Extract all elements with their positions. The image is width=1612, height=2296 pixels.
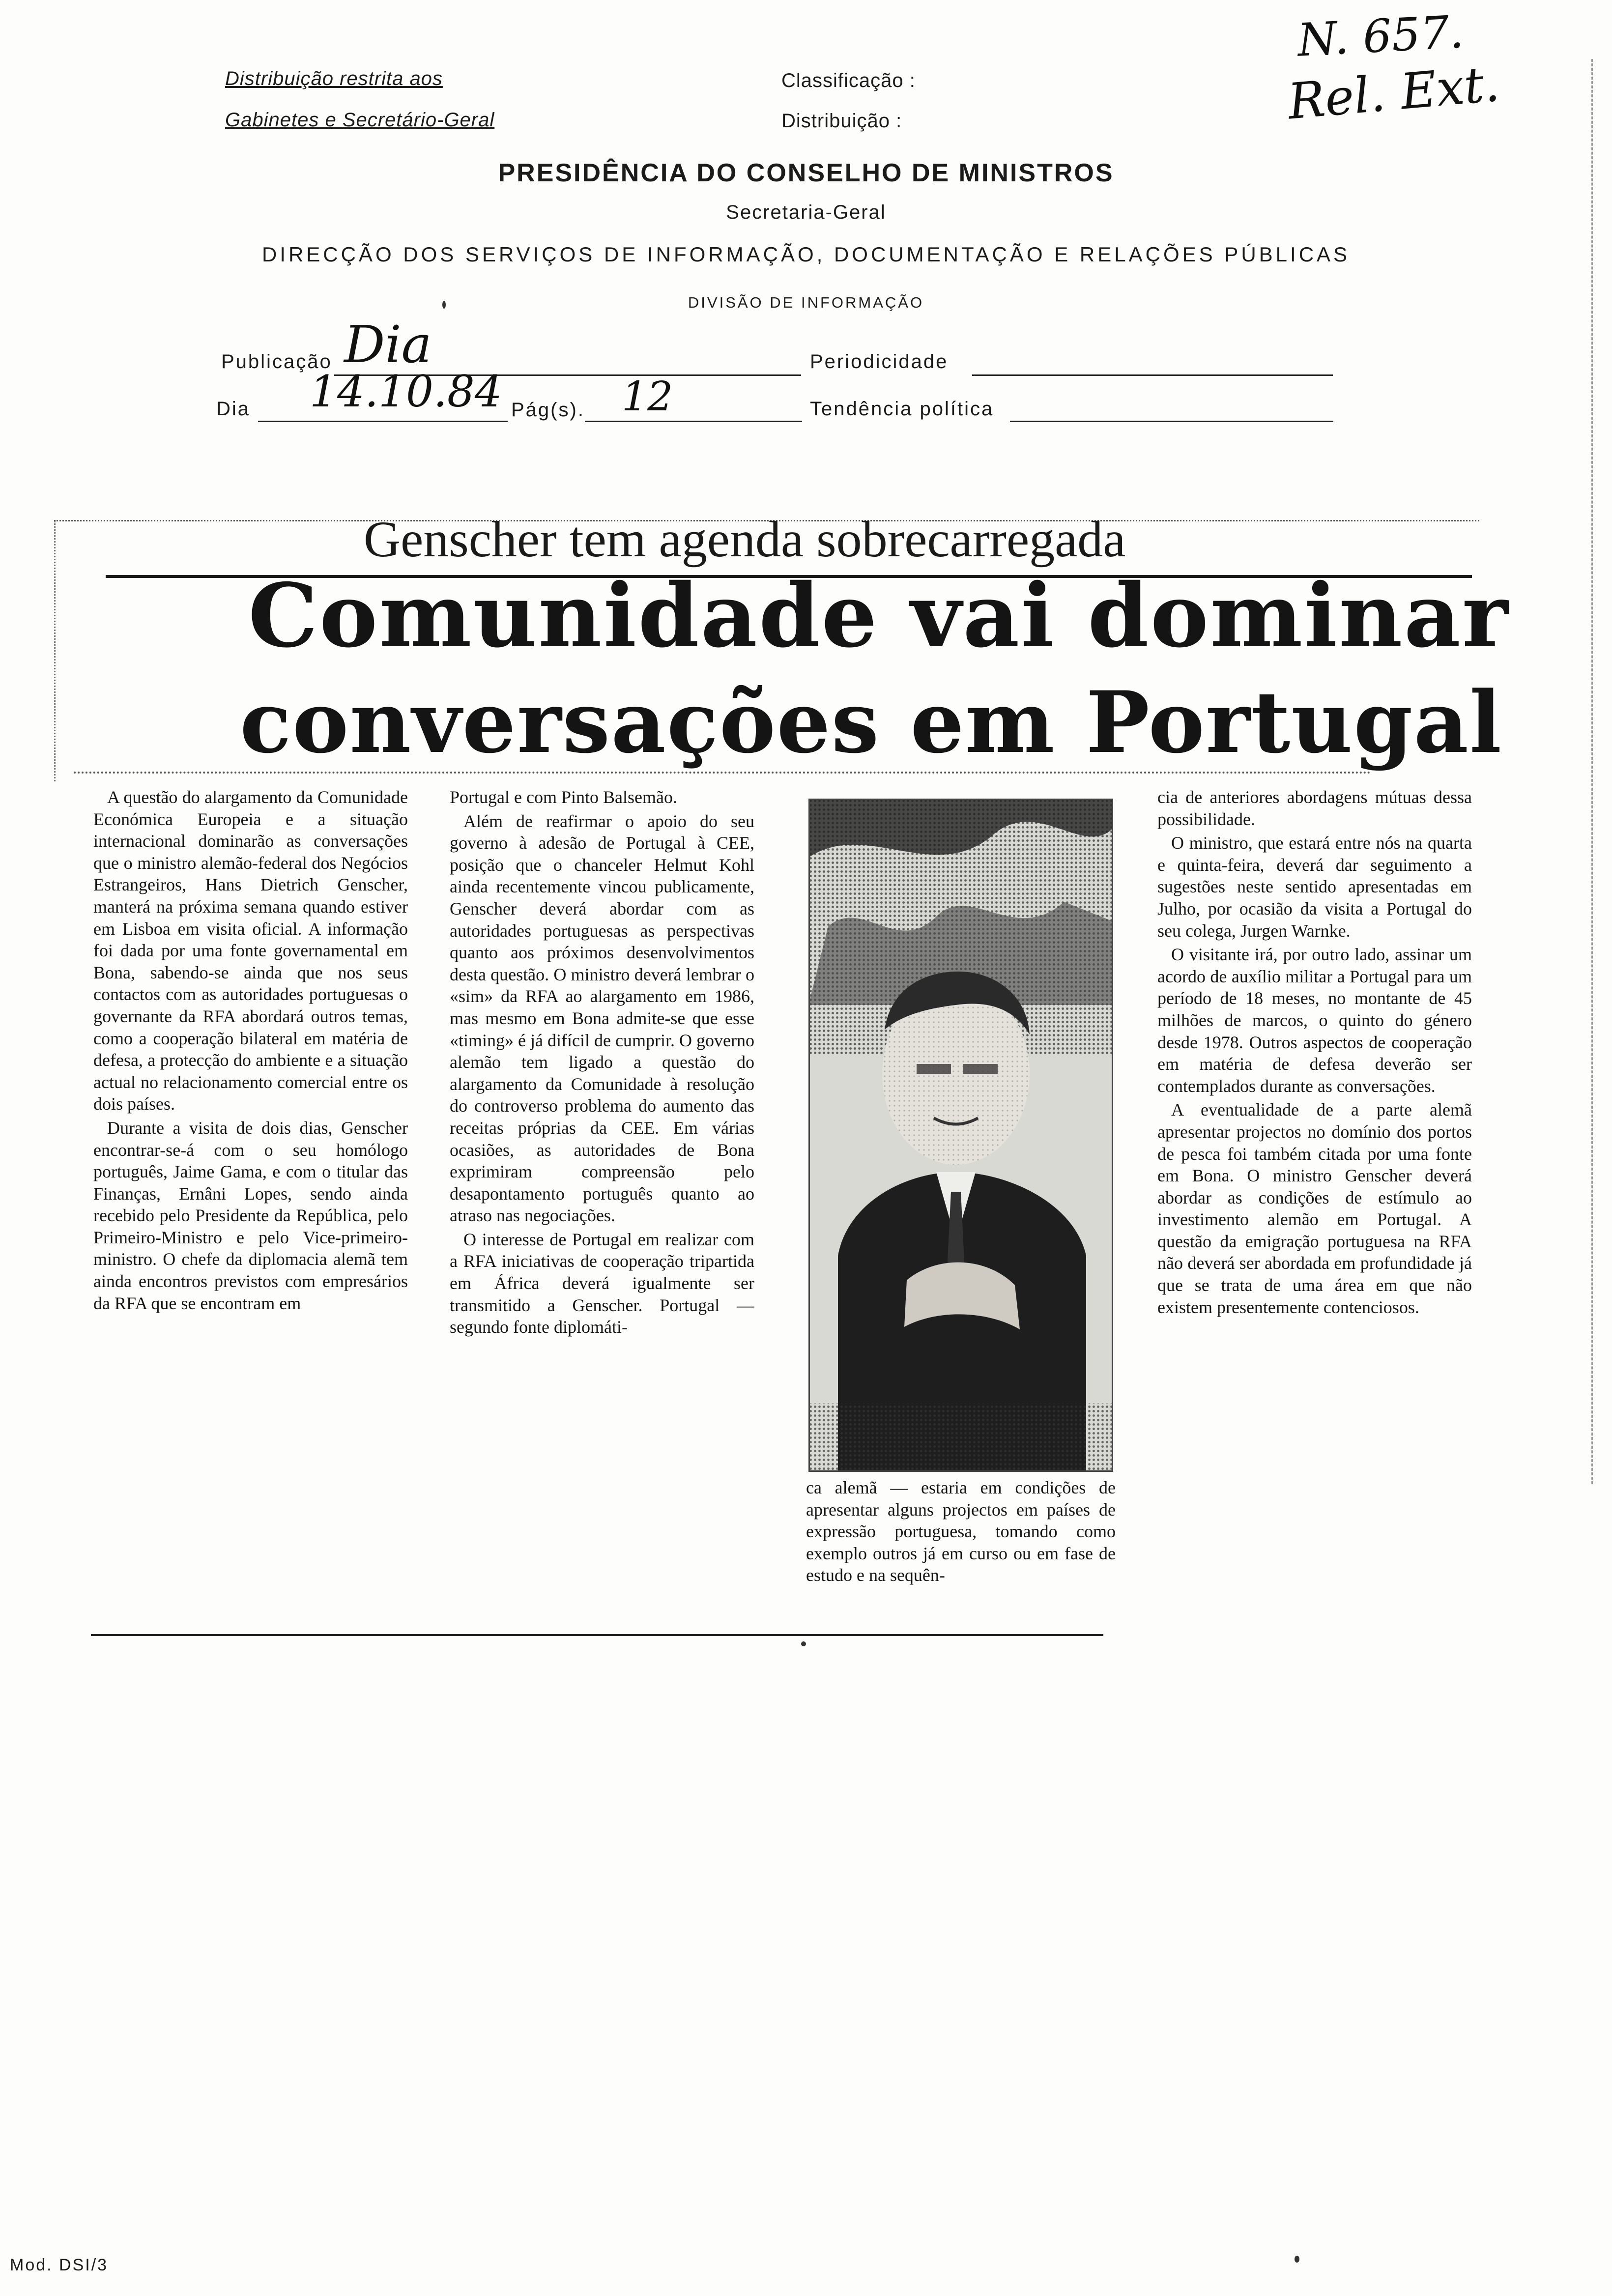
article-paragraph: cia de anteriores abordagens mútuas dessa possibilidade. [1157,787,1472,829]
punch-edge-marks [1591,59,1593,1484]
article-column-3 [806,1477,1116,1629]
pags-value: 12 [622,373,673,420]
article-paragraph: O interesse de Portugal em realizar com a RFA iniciativas de cooperação tripartida em África deverá igualmente ser transmitido a Genscher. Portugal — segundo fonte diplomáti- [450,1229,754,1337]
headline-underline [74,772,1371,774]
article-paragraph: O visitante irá, por outro lado, assinar um acordo de auxílio militar a Portugal para um período de 18 meses, no montante de 45 milhões de marcos, o quinto do género desde 1978. Outros aspectos de cooperação em matéria de defesa deverão ser contemplados durante as conversações. [1157,945,1472,1096]
article-paragraph: Portugal e com Pinto Balsemão. [450,787,677,807]
article-paragraph: O ministro, que estará entre nós na quarta e quinta-feira, deverá dar seguimento a sugestões neste sentido apresentadas em Julho, por ocasião da visita a Portugal do seu colega, Jurgen Warnke. [1157,833,1472,941]
genscher-photo [808,799,1113,1472]
dia-label: Dia [216,398,251,420]
periodicidade-underline [972,374,1333,376]
article-kicker: Genscher tem agenda sobrecarregada [364,511,1126,568]
article-headline-line-1: Comunidade vai dominar [248,564,1510,667]
publicacao-label: Publicação [221,351,332,373]
ministry-title: PRESIDÊNCIA DO CONSELHO DE MINISTROS [498,159,1114,187]
clipping-border-left [54,521,56,781]
tendencia-underline [1010,421,1333,422]
article-paragraph: Além de reafirmar o apoio do seu governo à adesão de Portugal à CEE, posição que o chanceler Helmut Kohl ainda recentemente vincou publicamente, Genscher deverá abordar com as autoridades portuguesas as perspectivas quanto aos próximos desenvolvimentos desta questão. O ministro deverá lembrar o «sim» da RFA ao alargamento em 1986, mas mesmo em Bona admite-se que esse «timing» é já difícil de cumprir. O governo alemão tem ligado a questão do alargamento da Comunidade à resolução do controverso problema do aumento das receitas próprias da CEE. Em várias ocasiões, as autoridades de Bona exprimiram compreensão pelo desapontamento português quanto ao atraso nas negociações. [450,811,754,1226]
tendencia-label: Tendência política [810,398,994,420]
stray-mark [442,301,446,309]
handwritten-reference-line-2: Rel. Ext. [1285,55,1502,131]
divisao-title: DIVISÃO DE INFORMAÇÃO [688,294,924,311]
article-paragraph: A eventualidade de a parte alemã apresentar projectos no domínio dos portos de pesca foi também citada por uma fonte em Bona. O ministro Genscher deverá abordar as condições de estímulo ao investimento alemão em Portugal. A questão da emigração portuguesa na RFA não deverá ser abordada em profundidade já que se trata de uma área em que não existem presentemente contenciosos. [1157,1100,1472,1317]
distribution-label: Distribuição : [781,110,902,132]
stray-mark [801,1641,806,1646]
stray-mark [1295,2256,1299,2263]
article-paragraph: A questão do alargamento da Comunidade Económica Europeia e a situação internacional dominarão as conversações que o ministro alemão-federal dos Negócios Estrangeiros, Hans Dietrich Genscher, manterá na próxima semana quando estiver em Lisboa em visita oficial. A informação foi dada por uma fonte governamental em Bona, sabendo-se ainda que nos seus contactos com as autoridades portuguesas o governante da RFA abordará outros temas, como a cooperação bilateral em matéria de defesa, a protecção do ambiente e a situação actual no relacionamento comercial entre os dois países. [93,787,408,1114]
article-bottom-rule [91,1634,1103,1636]
article-paragraph: Durante a visita de dois dias, Genscher encontrar-se-á com o seu homólogo português, Jaime Gama, e com o titular das Finanças, Ernâni Lopes, sendo ainda recebido pelo Presidente da República, pelo Primeiro-Ministro e pelo Vice-primeiro-ministro. O chefe da diplomacia alemã tem ainda encontros previstos com empresários da RFA que se encontram em [93,1118,408,1313]
handwritten-reference [1285,5,1563,138]
pags-label: Pág(s). [511,399,585,421]
restriction-line-1: Distribuição restrita aos [225,68,443,89]
pags-underline [585,421,802,422]
article-paragraph: ca alemã — estaria em condições de apresentar alguns projectos em países de expressão portuguesa, tomando como exemplo outros já em curso ou em fase de estudo e na sequên- [806,1478,1116,1585]
publicacao-value: Dia [344,315,432,374]
direccao-title: DIRECÇÃO DOS SERVIÇOS DE INFORMAÇÃO, DOCUMENTAÇÃO E RELAÇÕES PÚBLICAS [261,243,1351,266]
handwritten-reference-line-1: N. 657. [1296,5,1465,67]
secretaria-title: Secretaria-Geral [726,201,886,223]
genscher-portrait [808,799,1113,1472]
form-model-code: Mod. DSI/3 [10,2256,109,2274]
article-column-2 [450,786,754,1627]
classification-label: Classificação : [781,70,916,91]
article-headline-line-2: conversações em Portugal [240,672,1503,772]
periodicidade-label: Periodicidade [810,351,949,373]
article-column-1 [93,786,408,1627]
restriction-line-2: Gabinetes e Secretário-Geral [225,109,495,131]
dia-underline [258,421,508,422]
article-column-4 [1157,786,1472,1627]
dia-value: 14.10.84 [310,366,502,417]
